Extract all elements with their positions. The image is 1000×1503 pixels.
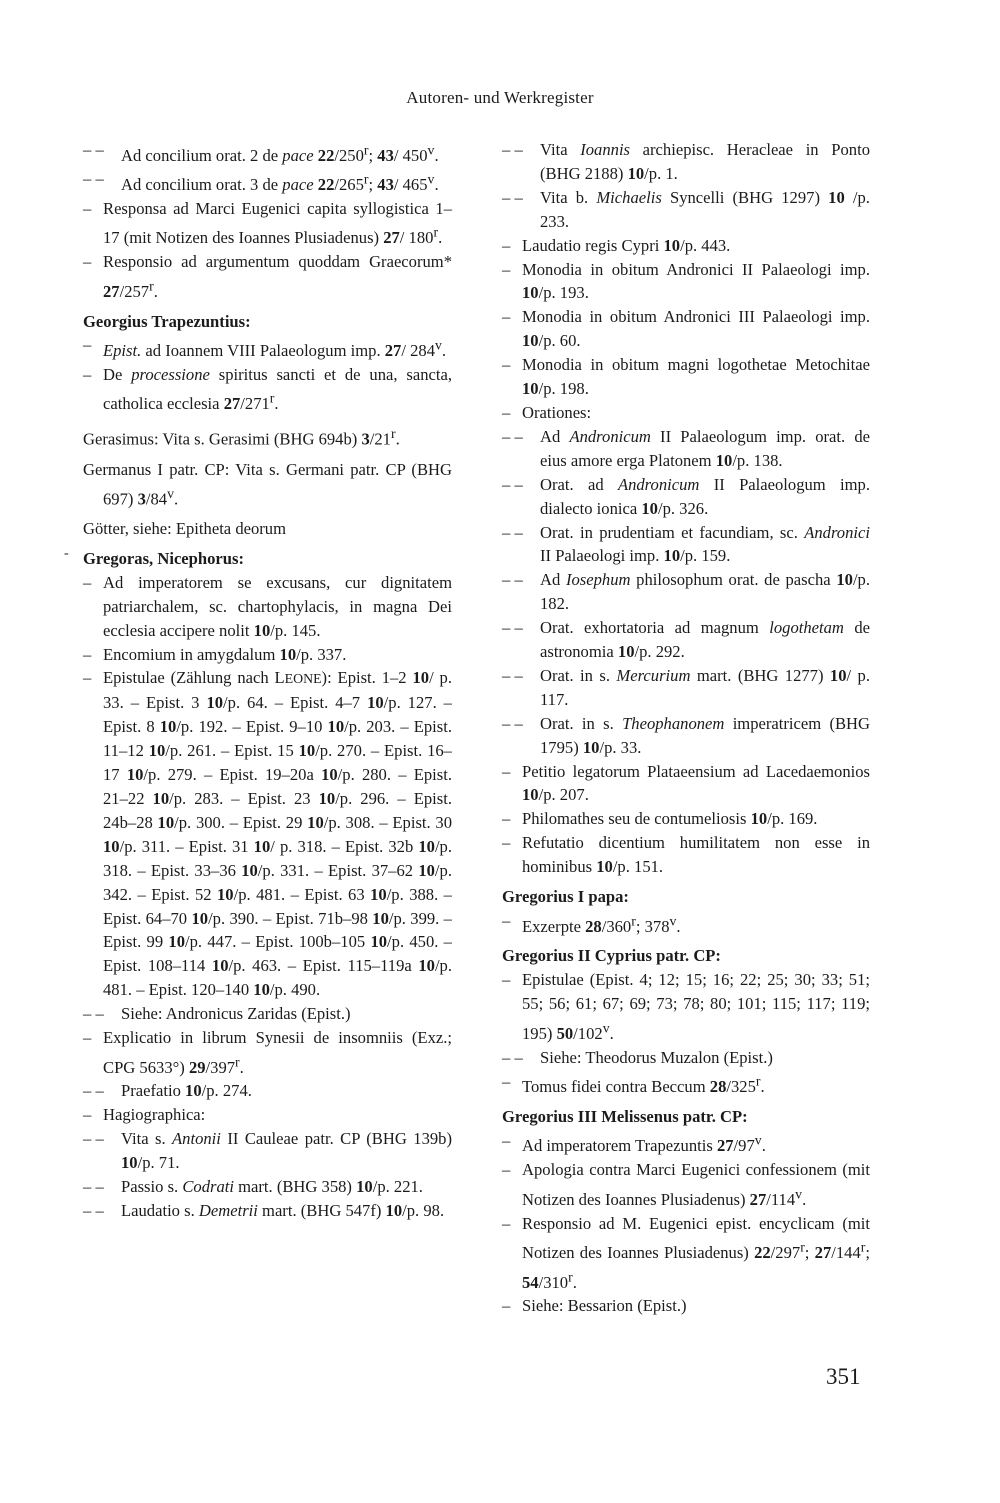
index-subentry: [83, 1199, 452, 1223]
entry-text: Explicatio in librum Synesii de insomniis (Exz.; CPG 5633°) 29/397$^r$.: [103, 1028, 452, 1077]
entry-text: Orationes:: [522, 402, 592, 422]
entry-text: Laudatio s. Demetrii mart. (BHG 547f) 10/p. 98.: [121, 1200, 445, 1220]
entry-dash: – –: [83, 1177, 104, 1197]
index-subentry: [83, 167, 452, 196]
index-subentry: [502, 1158, 870, 1211]
index-subentry: [502, 353, 870, 401]
entry-dash: –: [83, 1105, 92, 1125]
left-column: [83, 138, 452, 1223]
index-subentry: [502, 1046, 870, 1070]
index-subentry: [502, 473, 870, 521]
entry-text: Monodia in obitum Andronici III Palaeologi imp. 10/p. 60.: [522, 307, 870, 351]
index-entry: Götter, siehe: Epitheta deorum: [83, 519, 287, 539]
index-subentry: [83, 1103, 452, 1127]
entry-dash: –: [83, 335, 92, 355]
entry-text: Encomium in amygdalum 10/p. 337.: [103, 644, 347, 664]
index-subentry: [502, 1070, 870, 1099]
entry-dash: – –: [83, 1081, 104, 1101]
entry-dash: –: [83, 252, 92, 272]
entry-text: Ad concilium orat. 3 de pace 22/265$^r$; 43/ 465$^v$.: [121, 171, 439, 194]
entry-text: Monodia in obitum magni logothetae Metochitae 10/p. 198.: [522, 355, 870, 399]
entry-text: Passio s. Codrati mart. (BHG 358) 10/p. 221.: [121, 1177, 423, 1197]
entry-dash: – –: [502, 140, 523, 159]
entry-dash: –: [502, 1213, 511, 1233]
entry-dash: –: [502, 259, 511, 279]
entry-dash: –: [83, 668, 92, 688]
entry-text: Ad Andronicum II Palaeologum imp. orat. de eius amore erga Platonem 10/p. 138.: [540, 426, 870, 470]
entry-dash: –: [83, 198, 92, 218]
entry-dash: – –: [502, 570, 523, 590]
index-subentry: [502, 138, 870, 186]
index-subentry: [502, 1129, 870, 1158]
index-subentry: [502, 258, 870, 306]
entry-dash: –: [83, 1028, 92, 1048]
entry-text: Epist. ad Ioannem VIII Palaeologum imp. 27/ 284$^v$.: [103, 337, 447, 360]
running-head: Autoren- und Werkregister: [406, 88, 594, 107]
entry-dash: – –: [502, 1047, 523, 1067]
margin-mark: -: [64, 546, 69, 561]
index-heading: Gregorius I papa:: [502, 887, 629, 907]
entry-dash: – –: [83, 140, 104, 159]
entry-dash: –: [83, 572, 92, 592]
entry-dash: – –: [83, 1129, 104, 1149]
entry-text: Orat. ad Andronicum II Palaeologum imp. dialecto ionica 10/p. 326.: [540, 474, 870, 518]
entry-dash: –: [502, 402, 511, 422]
index-subentry: [502, 305, 870, 353]
entry-dash: – –: [83, 169, 104, 189]
entry-text: Petitio legatorum Plataeensium ad Lacedaemonios 10/p. 207.: [522, 761, 870, 805]
index-subentry: [502, 1294, 870, 1318]
index-subentry: [83, 197, 452, 250]
entry-dash: –: [83, 644, 92, 664]
index-subentry: [502, 831, 870, 879]
index-subentry: [83, 1127, 452, 1175]
index-heading: Gregorius III Melissenus patr. CP:: [502, 1106, 748, 1126]
entry-dash: –: [502, 1160, 511, 1180]
entry-text: Responsio ad argumentum quoddam Graecorum* 27/257$^r$.: [103, 252, 452, 301]
right-column: [502, 138, 870, 1318]
entry-text: Ad imperatorem Trapezuntis 27/97$^v$.: [522, 1132, 766, 1156]
entry-text: Vita b. Michaelis Syncelli (BHG 1297) 10 /p. 233.: [540, 187, 870, 231]
entry-text: Orat. in prudentiam et facundiam, sc. Andronici II Palaeologi imp. 10/p. 159.: [540, 522, 870, 566]
entry-text: Laudatio regis Cypri 10/p. 443.: [522, 235, 731, 255]
index-subentry: [83, 138, 452, 167]
index-subentry: [502, 807, 870, 831]
index-subentry: [83, 250, 452, 303]
entry-text: Monodia in obitum Andronici II Palaeologi imp. 10/p. 193.: [522, 259, 870, 303]
entry-dash: –: [502, 235, 511, 255]
index-heading: Gregorius II Cyprius patr. CP:: [502, 946, 721, 966]
index-subentry: [83, 1002, 452, 1026]
entry-dash: –: [502, 809, 511, 829]
index-subentry: [502, 616, 870, 664]
index-entry: Germanus I patr. CP: Vita s. Germani patr. CP (BHG 697) 3/84$^v$.: [83, 459, 452, 509]
entry-text: Siehe: Bessarion (Epist.): [522, 1296, 687, 1316]
entry-text: Tomus fidei contra Beccum 28/325$^r$.: [522, 1073, 765, 1097]
entry-text: Siehe: Andronicus Zaridas (Epist.): [121, 1004, 351, 1024]
entry-dash: –: [502, 970, 511, 990]
entry-text: Ad concilium orat. 2 de pace 22/250$^r$; 43/ 450$^v$.: [121, 142, 439, 165]
page-number: 351: [826, 1364, 861, 1389]
entry-dash: –: [502, 911, 511, 930]
entry-dash: – –: [502, 474, 523, 494]
index-heading: Georgius Trapezuntius:: [83, 311, 251, 331]
index-subentry: [83, 1175, 452, 1199]
entry-dash: –: [83, 364, 92, 384]
index-heading: Gregoras, Nicephorus:: [83, 548, 245, 568]
entry-text: Ad imperatorem se excusans, cur dignitatem patriarchalem, sc. chartophylacis, in magna Dei ecclesia accipere nolit 10/p. 145.: [103, 572, 452, 640]
entry-dash: – –: [502, 426, 523, 446]
entry-text: De processione spiritus sancti et de una, sancta, catholica ecclesia 27/271$^r$.: [103, 364, 452, 414]
entry-text: Vita Ioannis archiepisc. Heracleae in Ponto (BHG 2188) 10/p. 1.: [540, 140, 870, 183]
entry-text: Responsa ad Marci Eugenici capita syllogistica 1–17 (mit Notizen des Ioannes Plusiadenus) 27/ 180$^r$.: [103, 198, 452, 248]
index-subentry: [83, 1026, 452, 1079]
entry-dash: –: [502, 355, 511, 375]
entry-text: Epistulae (Zählung nach LEONE): Epist. 1–2 10/ p. 33. – Epist. 3 10/p. 64. – Epist. 4–7 10/p. 127. – Epist. 8 10/p. 192. – Epist. 9–10 10/p. 203. – Epist. 11–12 10/p. 261. – Epist. 15 10/p. 270. – Epist. 16–17 10/p. 279. – Epist. 19–20a 10/p. 280. – Epist. 21–22 10/p. 283. – Epist. 23 10/p. 296. – Epist. 24b–28 10/p. 300. – Epist. 29 10/p. 308. – Epist. 30 10/p. 311. – Epist. 31 10/ p. 318. – Epist. 32b 10/p. 318. – Epist. 33–36 10/p. 331. – Epist. 37–62 10/p. 342. – Epist. 52 10/p. 481. – Epist. 63 10/p. 388. – Epist. 64–70 10/p. 390. – Epist. 71b–98 10/p. 399. – Epist. 99 10/p. 447. – Epist. 100b–105 10/p. 450. – Epist. 108–114 10/p. 463. – Epist. 115–119a 10/p. 481. – Epist. 120–140 10/p. 490.: [103, 668, 453, 1000]
entry-text: Philomathes seu de contumeliosis 10/p. 169.: [522, 809, 818, 829]
entry-dash: – –: [83, 1200, 104, 1220]
index-subentry: [83, 333, 452, 362]
index-subentry: [502, 968, 870, 1045]
entry-text: Praefatio 10/p. 274.: [121, 1081, 252, 1101]
index-subentry: [502, 425, 870, 473]
entry-text: Orat. in s. Theophanonem imperatricem (BHG 1795) 10/p. 33.: [540, 713, 871, 757]
entry-dash: –: [502, 1296, 511, 1316]
entry-dash: – –: [502, 618, 523, 638]
entry-text: Epistulae (Epist. 4; 12; 15; 16; 22; 25; 30; 33; 51; 55; 56; 61; 67; 69; 73; 78; 80; 101; 115; 117; 119; 195) 50/102$^v$.: [522, 970, 870, 1043]
entry-dash: – –: [502, 522, 523, 542]
index-subentry: [83, 643, 452, 667]
entry-text: Ad Iosephum philosophum orat. de pascha 10/p. 182.: [540, 570, 870, 614]
entry-dash: – –: [83, 1004, 104, 1024]
entry-text: Refutatio dicentium humilitatem non esse in hominibus 10/p. 151.: [522, 833, 870, 877]
index-subentry: [502, 568, 870, 616]
entry-dash: –: [502, 307, 511, 327]
index-subentry: [502, 760, 870, 808]
index-subentry: [502, 234, 870, 258]
entry-text: Vita s. Antonii II Cauleae patr. CP (BHG 139b) 10/p. 71.: [121, 1129, 452, 1173]
entry-text: Exzerpte 28/360$^r$; 378$^v$.: [522, 913, 681, 936]
index-entry: Gerasimus: Vita s. Gerasimi (BHG 694b) 3/21$^r$.: [83, 426, 400, 449]
entry-dash: –: [502, 1130, 511, 1150]
entry-dash: – –: [502, 713, 523, 733]
index-subentry: [83, 1079, 452, 1103]
entry-text: Apologia contra Marci Eugenici confessionem (mit Notizen des Ioannes Plusiadenus) 27/114$^v$.: [522, 1160, 870, 1209]
index-subentry: [502, 521, 870, 569]
entry-text: Orat. exhortatoria ad magnum logothetam de astronomia 10/p. 292.: [540, 618, 871, 662]
index-subentry: [502, 712, 870, 760]
index-subentry: [502, 664, 870, 712]
entry-text: Orat. in s. Mercurium mart. (BHG 1277) 10/ p. 117.: [540, 665, 870, 709]
index-subentry: [502, 401, 870, 425]
entry-dash: – –: [502, 187, 523, 207]
index-subentry: [502, 909, 870, 938]
index-subentry: [502, 1212, 870, 1295]
index-subentry: [83, 571, 452, 643]
index-subentry: [502, 186, 870, 234]
entry-text: Hagiographica:: [103, 1105, 206, 1125]
entry-dash: –: [502, 761, 511, 781]
entry-text: Siehe: Theodorus Muzalon (Epist.): [540, 1047, 773, 1067]
index-subentry: [83, 363, 452, 416]
entry-text: Responsio ad M. Eugenici epist. encyclicam (mit Notizen des Ioannes Plusiadenus) 22/297$^r$; 27/144$^r$; 54/310$^r$.: [522, 1213, 871, 1292]
entry-dash: –: [502, 833, 511, 853]
entry-dash: – –: [502, 665, 523, 685]
index-subentry: [83, 666, 452, 1002]
entry-dash: –: [502, 1071, 511, 1091]
